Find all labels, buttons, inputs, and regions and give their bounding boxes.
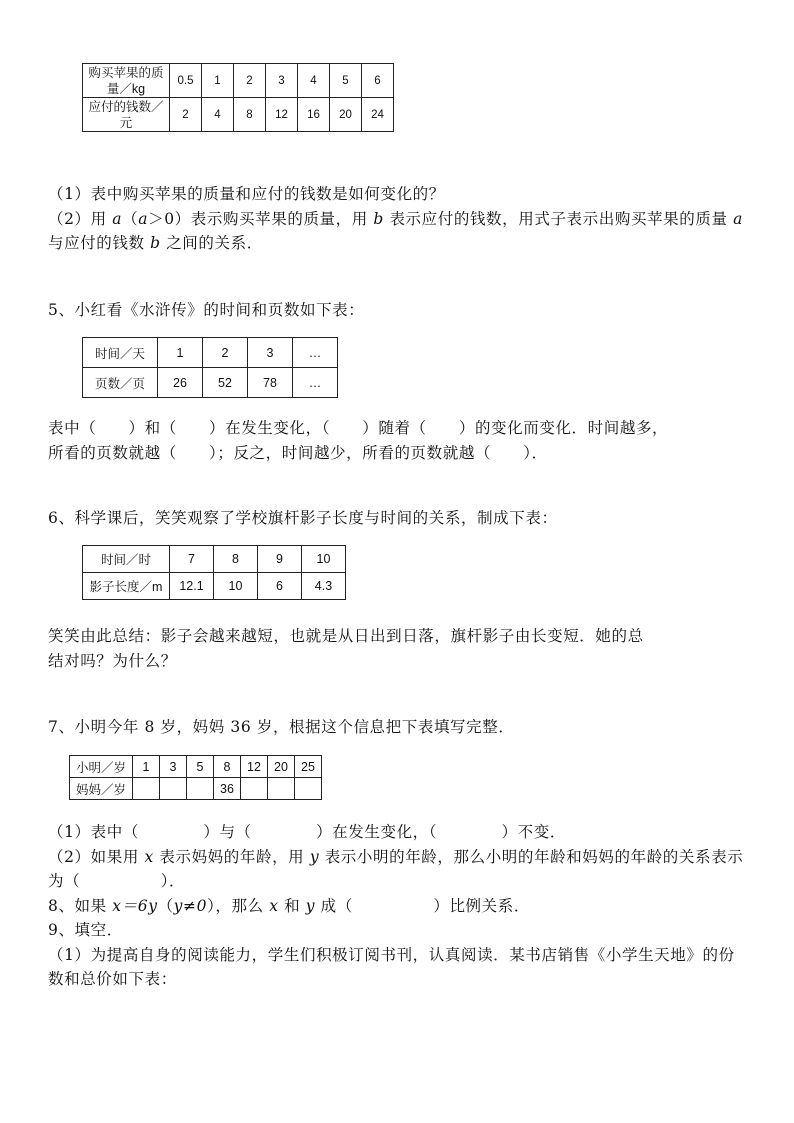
table-cell[interactable]	[268, 778, 295, 800]
table-row	[83, 368, 338, 398]
q7-sub2: （2）如果用 x 表示妈妈的年龄，用 y 表示小明的年龄，那么小明的年龄和妈妈的年龄的关系表示为（ ）．	[48, 847, 744, 890]
q7-sub1: （1）表中（ ）与（ ）在发生变化，（ ）不变．	[48, 823, 566, 841]
table-cell[interactable]	[160, 778, 187, 800]
table-cell: 10	[214, 573, 258, 600]
table-cell: 20	[268, 756, 295, 778]
row-header: 影子长度／m	[83, 573, 170, 600]
table-cell: 24	[362, 98, 394, 132]
q6-line2: 结对吗？为什么？	[48, 651, 177, 670]
table-cell: 12.1	[170, 573, 214, 600]
age-table	[69, 755, 322, 800]
q4-sub2: （2）用 a（a＞0）表示购买苹果的质量，用 b 表示应付的钱数，用式子表示出购买苹果的质量 a 与应付的钱数 b 之间的关系．	[48, 209, 743, 252]
question-8-text: 8、如果 x＝6y（y≠0），那么 x 和 y 成（ ）比例关系．	[48, 897, 530, 915]
table-cell: 12	[241, 756, 268, 778]
table-cell: 8	[214, 756, 241, 778]
table-cell: 3	[248, 338, 293, 368]
row-header: 时间／天	[83, 338, 158, 368]
row-header: 购买苹果的质量／kg	[83, 64, 170, 98]
table-cell: 16	[298, 98, 330, 132]
table-cell: 1	[133, 756, 160, 778]
question-5-title: 5、小红看《水浒传》的时间和页数如下表：	[48, 301, 365, 319]
q4-sub1: （1）表中购买苹果的质量和应付的钱数是如何变化的？	[48, 185, 445, 203]
table-row	[83, 98, 394, 132]
table-row	[83, 64, 394, 98]
q5-line2: 所看的页数就越（ ）；反之，时间越少，所看的页数就越（ ）．	[48, 443, 548, 462]
table-cell: 8	[214, 546, 258, 573]
table-cell: 3	[160, 756, 187, 778]
table-cell: 1	[158, 338, 203, 368]
table-cell: 3	[266, 64, 298, 98]
apple-price-table	[82, 63, 394, 132]
question-5-text	[48, 416, 748, 465]
table-cell: 36	[214, 778, 241, 800]
table-cell: 26	[158, 368, 203, 398]
table-cell: 4	[202, 98, 234, 132]
question-6-title: 6、科学课后，笑笑观察了学校旗杆影子长度与时间的关系，制成下表：	[48, 509, 558, 527]
table-cell[interactable]	[295, 778, 322, 800]
table-cell: 4	[298, 64, 330, 98]
question-4-text	[48, 182, 748, 256]
table-cell: 2	[203, 338, 248, 368]
q9-sub1: （1）为提高自身的阅读能力，学生们积极订阅书刊，认真阅读．某书店销售《小学生天地》的份数和总价如下表：	[48, 945, 735, 988]
table-cell: 2	[234, 64, 266, 98]
table-cell: 6	[362, 64, 394, 98]
question-9-text	[48, 918, 748, 992]
q5-line1: 表中（ ）和（ ）在发生变化，（ ）随着（ ）的变化而变化．时间越多，	[48, 419, 669, 437]
table-cell: 12	[266, 98, 298, 132]
table-cell: …	[293, 368, 338, 398]
table-cell[interactable]	[133, 778, 160, 800]
table-cell: 5	[187, 756, 214, 778]
table-row	[70, 756, 322, 778]
reading-pages-table	[82, 337, 338, 398]
table-row	[83, 546, 346, 573]
table-cell: 10	[302, 546, 346, 573]
row-header: 页数／页	[83, 368, 158, 398]
table-cell: 9	[258, 546, 302, 573]
table-cell: …	[293, 338, 338, 368]
table-cell: 7	[170, 546, 214, 573]
table-cell: 1	[202, 64, 234, 98]
table-row	[83, 338, 338, 368]
table-row	[70, 778, 322, 800]
table-cell: 52	[203, 368, 248, 398]
table-cell: 78	[248, 368, 293, 398]
table-cell: 2	[170, 98, 202, 132]
row-header: 应付的钱数／元	[83, 98, 170, 132]
question-6-text	[48, 624, 748, 673]
table-cell: 4.3	[302, 573, 346, 600]
table-cell[interactable]	[187, 778, 214, 800]
shadow-length-table	[82, 545, 346, 600]
table-cell: 8	[234, 98, 266, 132]
table-cell: 5	[330, 64, 362, 98]
row-header: 时间／时	[83, 546, 170, 573]
question-7-title: 7、小明今年 8 岁，妈妈 36 岁，根据这个信息把下表填写完整．	[48, 718, 515, 736]
q9-title: 9、填空．	[48, 921, 123, 939]
table-row	[83, 573, 346, 600]
row-header: 小明／岁	[70, 756, 133, 778]
table-cell: 25	[295, 756, 322, 778]
table-cell: 20	[330, 98, 362, 132]
table-cell: 0.5	[170, 64, 202, 98]
q6-line1: 笑笑由此总结：影子会越来越短，也就是从日出到日落，旗杆影子由长变短．她的总	[48, 627, 644, 645]
row-header: 妈妈／岁	[70, 778, 133, 800]
table-cell[interactable]	[241, 778, 268, 800]
table-cell: 6	[258, 573, 302, 600]
question-7-text	[48, 820, 748, 894]
